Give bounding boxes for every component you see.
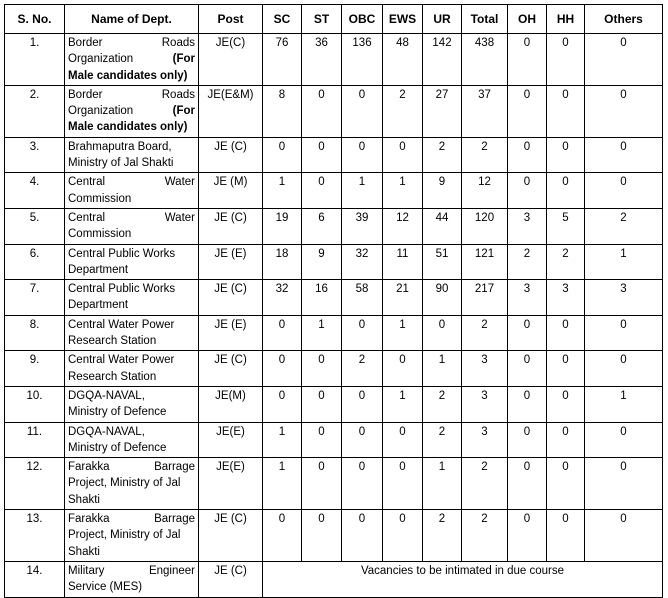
table-row	[5, 173, 663, 209]
ur-cell: 2	[423, 137, 462, 173]
header-others: Others	[585, 5, 663, 34]
total-cell: 438	[462, 34, 508, 86]
post-cell: JE (C)	[199, 137, 263, 173]
post-cell: JE (C)	[199, 561, 263, 597]
post-cell: JE(C)	[199, 34, 263, 86]
department-word: Commission	[68, 192, 132, 205]
ur-cell: 142	[423, 34, 462, 86]
serial-number-cell: 7.	[5, 280, 65, 316]
department-line: DGQA-NAVAL,	[68, 425, 145, 438]
ur-cell: 2	[423, 510, 462, 562]
post-cell: JE (C)	[199, 208, 263, 244]
hh-cell: 0	[547, 34, 585, 86]
hh-cell: 0	[547, 422, 585, 458]
serial-number-cell: 5.	[5, 208, 65, 244]
oh-cell: 0	[508, 510, 547, 562]
st-cell: 0	[302, 422, 342, 458]
obc-cell: 0	[342, 422, 383, 458]
post-cell: JE (M)	[199, 173, 263, 209]
table-row	[5, 280, 663, 316]
department-cell	[65, 510, 199, 562]
obc-cell: 0	[342, 510, 383, 562]
ews-cell: 1	[383, 386, 423, 422]
department-word: Barrage	[154, 461, 195, 474]
department-line	[68, 459, 195, 475]
hh-cell: 0	[547, 173, 585, 209]
post-cell: JE(M)	[199, 386, 263, 422]
department-line	[68, 527, 195, 543]
serial-number-cell: 14.	[5, 561, 65, 597]
others-cell: 0	[585, 315, 663, 351]
sc-cell: 32	[263, 280, 302, 316]
ur-cell: 44	[423, 208, 462, 244]
oh-cell: 0	[508, 173, 547, 209]
sc-cell: 8	[263, 85, 302, 137]
serial-number-cell: 1.	[5, 34, 65, 86]
others-cell: 0	[585, 458, 663, 510]
department-word: Commission	[68, 228, 132, 241]
department-word: Organization	[68, 105, 134, 118]
sc-cell: 1	[263, 422, 302, 458]
ews-cell: 1	[383, 173, 423, 209]
oh-cell: 3	[508, 208, 547, 244]
department-cell	[65, 315, 199, 351]
ur-cell: 1	[423, 458, 462, 510]
sc-cell: 18	[263, 244, 302, 280]
header-obc: OBC	[342, 5, 383, 34]
total-cell: 120	[462, 208, 508, 244]
others-cell: 2	[585, 208, 663, 244]
header-row	[5, 5, 663, 34]
st-cell: 0	[302, 173, 342, 209]
obc-cell: 0	[342, 458, 383, 510]
department-word: Barrage	[154, 513, 195, 526]
st-cell: 6	[302, 208, 342, 244]
department-line: Central Water Power	[68, 354, 175, 367]
department-cell	[65, 34, 199, 86]
department-line	[68, 511, 195, 527]
department-cell	[65, 173, 199, 209]
post-cell: JE (C)	[199, 351, 263, 387]
st-cell: 0	[302, 351, 342, 387]
oh-cell: 0	[508, 386, 547, 422]
serial-number-cell: 10.	[5, 386, 65, 422]
post-cell: JE(E)	[199, 422, 263, 458]
department-word: Border	[68, 37, 103, 49]
ur-cell: 0	[423, 315, 462, 351]
header-total: Total	[462, 5, 508, 34]
total-cell: 2	[462, 458, 508, 510]
table-body	[5, 34, 663, 598]
st-cell: 16	[302, 280, 342, 316]
others-cell: 0	[585, 34, 663, 86]
department-line	[68, 226, 195, 242]
serial-number-cell: 3.	[5, 137, 65, 173]
post-cell: JE (C)	[199, 280, 263, 316]
vacancy-note-cell: Vacancies to be intimated in due course	[263, 561, 663, 597]
post-cell: JE(E)	[199, 458, 263, 510]
sc-cell: 0	[263, 351, 302, 387]
oh-cell: 0	[508, 137, 547, 173]
others-cell: 0	[585, 422, 663, 458]
ews-cell: 0	[383, 351, 423, 387]
department-word: Project, Ministry of Jal	[68, 477, 181, 490]
serial-number-cell: 9.	[5, 351, 65, 387]
obc-cell: 0	[342, 315, 383, 351]
department-cell	[65, 280, 199, 316]
post-cell: JE (E)	[199, 244, 263, 280]
ews-cell: 2	[383, 85, 423, 137]
ur-cell: 2	[423, 422, 462, 458]
st-cell: 1	[302, 315, 342, 351]
st-cell: 0	[302, 458, 342, 510]
obc-cell: 32	[342, 244, 383, 280]
sc-cell: 0	[263, 137, 302, 173]
department-word: Shakti	[68, 545, 100, 558]
oh-cell: 0	[508, 422, 547, 458]
hh-cell: 0	[547, 458, 585, 510]
post-cell: JE(E&M)	[199, 85, 263, 137]
total-cell: 3	[462, 422, 508, 458]
department-note: Male candidates only)	[68, 121, 188, 134]
header-sno: S. No.	[5, 5, 65, 34]
hh-cell: 0	[547, 315, 585, 351]
department-word: Border	[68, 88, 103, 101]
hh-cell: 0	[547, 510, 585, 562]
department-line	[68, 35, 195, 51]
table-row	[5, 34, 663, 86]
department-line: Department	[68, 299, 129, 312]
hh-cell: 0	[547, 386, 585, 422]
obc-cell: 0	[342, 85, 383, 137]
serial-number-cell: 6.	[5, 244, 65, 280]
ews-cell: 21	[383, 280, 423, 316]
hh-cell: 0	[547, 85, 585, 137]
department-word: Project, Ministry of Jal	[68, 529, 181, 542]
others-cell: 0	[585, 351, 663, 387]
department-word: Central	[68, 211, 106, 224]
ur-cell: 27	[423, 85, 462, 137]
ur-cell: 1	[423, 351, 462, 387]
department-line	[68, 174, 195, 190]
ews-cell: 0	[383, 137, 423, 173]
table-row	[5, 137, 663, 173]
department-line	[68, 544, 195, 560]
ur-cell: 90	[423, 280, 462, 316]
sc-cell: 0	[263, 386, 302, 422]
department-cell	[65, 351, 199, 387]
sc-cell: 1	[263, 458, 302, 510]
department-line: Ministry of Defence	[68, 441, 167, 454]
department-word: Organization	[68, 53, 134, 66]
others-cell: 0	[585, 137, 663, 173]
serial-number-cell: 13.	[5, 510, 65, 562]
department-line: Central Public Works	[68, 247, 176, 260]
header-st: ST	[302, 5, 342, 34]
oh-cell: 3	[508, 280, 547, 316]
oh-cell: 0	[508, 34, 547, 86]
st-cell: 0	[302, 137, 342, 173]
ews-cell: 0	[383, 510, 423, 562]
serial-number-cell: 4.	[5, 173, 65, 209]
serial-number-cell: 8.	[5, 315, 65, 351]
table-row	[5, 458, 663, 510]
department-note: (For	[172, 53, 195, 66]
others-cell: 0	[585, 173, 663, 209]
total-cell: 2	[462, 315, 508, 351]
department-line	[68, 563, 195, 579]
sc-cell: 1	[263, 173, 302, 209]
total-cell: 2	[462, 137, 508, 173]
obc-cell: 2	[342, 351, 383, 387]
st-cell: 0	[302, 386, 342, 422]
department-line: Research Station	[68, 370, 157, 383]
department-line	[68, 579, 195, 595]
department-cell	[65, 458, 199, 510]
department-word: Service (MES)	[68, 581, 143, 594]
total-cell: 121	[462, 244, 508, 280]
department-word: Water	[164, 211, 195, 224]
department-line	[68, 191, 195, 207]
hh-cell: 2	[547, 244, 585, 280]
department-cell	[65, 561, 199, 597]
sc-cell: 19	[263, 208, 302, 244]
oh-cell: 2	[508, 244, 547, 280]
department-line	[68, 51, 195, 67]
header-ews: EWS	[383, 5, 423, 34]
department-cell	[65, 386, 199, 422]
ur-cell: 51	[423, 244, 462, 280]
header-hh: HH	[547, 5, 585, 34]
ews-cell: 0	[383, 422, 423, 458]
obc-cell: 0	[342, 137, 383, 173]
others-cell: 1	[585, 386, 663, 422]
department-line: Ministry of Jal Shakti	[68, 157, 174, 170]
serial-number-cell: 2.	[5, 85, 65, 137]
sc-cell: 0	[263, 315, 302, 351]
table-row	[5, 208, 663, 244]
department-line	[68, 210, 195, 226]
sc-cell: 76	[263, 34, 302, 86]
department-line: Central Public Works	[68, 283, 176, 296]
others-cell: 1	[585, 244, 663, 280]
department-line: DGQA-NAVAL,	[68, 389, 145, 402]
obc-cell: 1	[342, 173, 383, 209]
department-line: Department	[68, 263, 129, 276]
serial-number-cell: 11.	[5, 422, 65, 458]
department-line: Research Station	[68, 335, 157, 348]
department-word: Roads	[161, 37, 195, 49]
oh-cell: 0	[508, 458, 547, 510]
post-cell: JE (C)	[199, 510, 263, 562]
hh-cell: 0	[547, 351, 585, 387]
serial-number-cell: 12.	[5, 458, 65, 510]
department-cell	[65, 208, 199, 244]
ews-cell: 11	[383, 244, 423, 280]
department-line: Central Water Power	[68, 318, 175, 331]
vacancy-table	[4, 4, 663, 598]
department-cell	[65, 85, 199, 137]
table-row	[5, 510, 663, 562]
header-dept: Name of Dept.	[65, 5, 199, 34]
others-cell: 3	[585, 280, 663, 316]
table-row	[5, 351, 663, 387]
oh-cell: 0	[508, 315, 547, 351]
department-word: Farakka	[68, 461, 110, 474]
header-oh: OH	[508, 5, 547, 34]
department-line: Ministry of Defence	[68, 406, 167, 419]
st-cell: 9	[302, 244, 342, 280]
obc-cell: 58	[342, 280, 383, 316]
ews-cell: 0	[383, 458, 423, 510]
department-cell	[65, 137, 199, 173]
ews-cell: 48	[383, 34, 423, 86]
department-word: Shakti	[68, 493, 100, 506]
table-row	[5, 315, 663, 351]
st-cell: 36	[302, 34, 342, 86]
obc-cell: 0	[342, 386, 383, 422]
others-cell: 0	[585, 85, 663, 137]
table-row	[5, 422, 663, 458]
total-cell: 12	[462, 173, 508, 209]
header-ur: UR	[423, 5, 462, 34]
header-post: Post	[199, 5, 263, 34]
hh-cell: 3	[547, 280, 585, 316]
department-word: Farakka	[68, 513, 110, 526]
department-word: Roads	[161, 88, 195, 101]
total-cell: 37	[462, 85, 508, 137]
department-word: Central	[68, 176, 106, 189]
sc-cell: 0	[263, 510, 302, 562]
ews-cell: 1	[383, 315, 423, 351]
department-note: (For	[172, 105, 195, 118]
department-line: Brahmaputra Board,	[68, 140, 172, 153]
st-cell: 0	[302, 85, 342, 137]
obc-cell: 39	[342, 208, 383, 244]
table-row	[5, 85, 663, 137]
table-row	[5, 386, 663, 422]
department-cell	[65, 244, 199, 280]
department-line	[68, 87, 195, 103]
post-cell: JE (E)	[199, 315, 263, 351]
oh-cell: 0	[508, 351, 547, 387]
header-sc: SC	[263, 5, 302, 34]
department-line	[68, 475, 195, 491]
department-word: Water	[164, 176, 195, 189]
oh-cell: 0	[508, 85, 547, 137]
department-line	[68, 492, 195, 508]
st-cell: 0	[302, 510, 342, 562]
department-word: Military	[68, 564, 105, 577]
table-row	[5, 561, 663, 597]
department-cell	[65, 422, 199, 458]
table-row	[5, 244, 663, 280]
total-cell: 3	[462, 386, 508, 422]
obc-cell: 136	[342, 34, 383, 86]
ews-cell: 12	[383, 208, 423, 244]
department-line	[68, 103, 195, 119]
total-cell: 2	[462, 510, 508, 562]
ur-cell: 2	[423, 386, 462, 422]
total-cell: 3	[462, 351, 508, 387]
hh-cell: 5	[547, 208, 585, 244]
department-note: Male candidates only)	[68, 69, 188, 82]
ur-cell: 9	[423, 173, 462, 209]
others-cell: 0	[585, 510, 663, 562]
department-word: Engineer	[148, 564, 195, 577]
hh-cell: 0	[547, 137, 585, 173]
total-cell: 217	[462, 280, 508, 316]
